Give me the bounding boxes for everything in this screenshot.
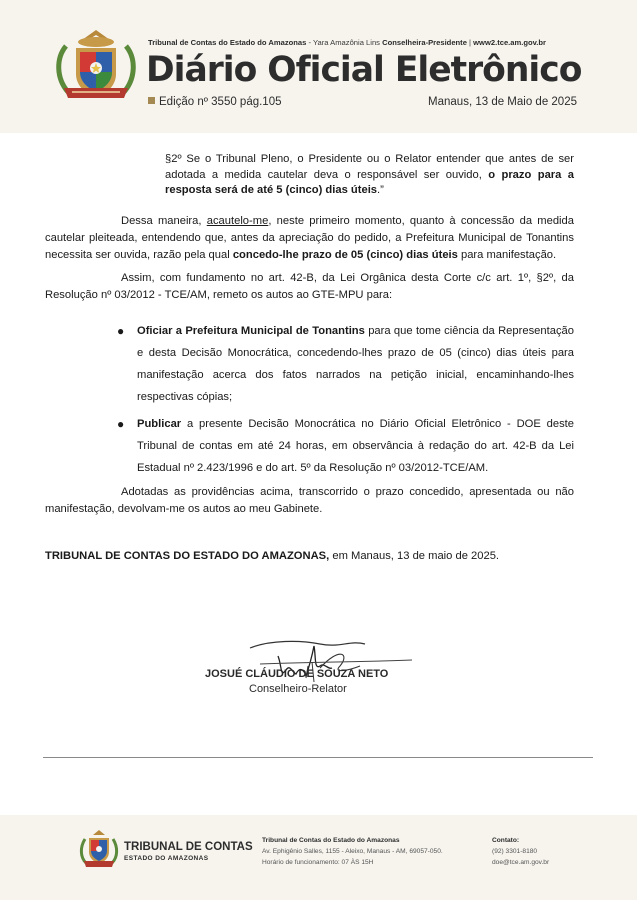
page-title: Diário Oficial Eletrônico bbox=[146, 50, 582, 90]
footer-brand-subtitle: ESTADO DO AMAZONAS bbox=[124, 855, 209, 862]
tce-am-footer-logo bbox=[78, 829, 120, 871]
paragraph-1-part-b: , neste primeiro momento, quanto à concessão da medida cautelar pleiteada, entendendo que, antes da apreciação do pedido, a Prefeitura Municipal de Tonantins necessita ser ouvida, razão pela qual bbox=[45, 214, 574, 261]
footer-brand-title: TRIBUNAL DE CONTAS bbox=[124, 841, 253, 853]
action-list bbox=[45, 320, 574, 479]
footer-phone[interactable]: (92) 3301-8180 bbox=[492, 848, 538, 855]
header-separator: - bbox=[306, 38, 313, 47]
paragraph-2: Assim, com fundamento no art. 42-B, da Lei Orgânica desta Corte c/c art. 1º, §2º, da Resolução nº 03/2012 - TCE/AM, remeto os autos ao GTE-MPU para: bbox=[45, 271, 574, 301]
footer-address-block bbox=[262, 835, 443, 868]
quote-bold: o prazo para a resposta será de até 5 (cinco) dias úteis bbox=[165, 168, 574, 196]
header-institution-line: Tribunal de Contas do Estado do Amazonas - Yara Amazônia Lins Conselheira-Presidente | www2.tce.am.gov.br bbox=[148, 38, 547, 47]
footer-email[interactable]: doe@tce.am.gov.br bbox=[492, 859, 550, 866]
edition-square-icon bbox=[148, 97, 155, 104]
footer-address-title: Tribunal de Contas do Estado do Amazonas bbox=[262, 837, 400, 844]
bullet-icon: ● bbox=[117, 323, 125, 338]
tce-am-coat-of-arms-logo bbox=[52, 26, 140, 108]
footer-divider bbox=[43, 757, 593, 758]
signatory-name: JOSUÉ CLÁUDIO DE SOUZA NETO bbox=[205, 668, 389, 680]
list-item-text: para que tome ciência da Representação e desta Decisão Monocrática, concedendo-lhes prazo de 05 (cinco) dias úteis para manifestação acerca dos fatos narrados na petição inicial, encaminhando-lhes respectivas cópias; bbox=[137, 324, 574, 403]
list-item bbox=[45, 413, 574, 479]
footer-hours: Horário de funcionamento: 07 ÀS 15H bbox=[262, 859, 374, 866]
closing-text: em Manaus, 13 de maio de 2025. bbox=[329, 549, 500, 562]
quote-end: .” bbox=[377, 184, 384, 196]
document-body bbox=[45, 152, 574, 565]
header-president-name: Yara Amazônia Lins bbox=[313, 38, 380, 47]
edition-label: Edição nº 3550 pág.105 bbox=[159, 96, 282, 108]
footer-contact-block bbox=[492, 835, 549, 868]
list-item bbox=[45, 320, 574, 408]
header-website[interactable]: www2.tce.am.gov.br bbox=[473, 38, 547, 47]
header-institution: Tribunal de Contas do Estado do Amazonas bbox=[148, 38, 307, 47]
bullet-icon: ● bbox=[117, 416, 125, 431]
header-president-role: Conselheira-Presidente bbox=[382, 38, 467, 47]
quote-text: §2º Se o Tribunal Pleno, o Presidente ou o Relator entender que antes de ser adotada a medida cautelar deva o responsável ser ouvido, bbox=[165, 153, 574, 181]
paragraph-1-underlined: acautelo-me bbox=[206, 214, 269, 227]
paragraph-3: Adotadas as providências acima, transcorrido o prazo concedido, apresentada ou não manifestação, devolvam-me os autos ao meu Gabinete. bbox=[45, 485, 574, 515]
closing-bold: TRIBUNAL DE CONTAS DO ESTADO DO AMAZONAS, bbox=[45, 549, 330, 562]
quoted-paragraph bbox=[165, 152, 574, 199]
signatory-role: Conselheiro-Relator bbox=[249, 683, 347, 695]
list-item-bold: Publicar bbox=[137, 417, 182, 430]
footer-address-line: Av. Ephigênio Salles, 1155 - Aleixo, Manaus - AM, 69057-050. bbox=[262, 848, 443, 855]
paragraph-1 bbox=[45, 213, 574, 264]
edition-info bbox=[148, 96, 282, 108]
closing-line bbox=[45, 548, 574, 565]
paragraph-1-part-c: para manifestação. bbox=[457, 248, 557, 261]
footer-contact-title: Contato: bbox=[492, 837, 520, 844]
list-item-text: a presente Decisão Monocrática no Diário Oficial Eletrônico - DOE deste Tribunal de contas em até 24 horas, em observância à redação do art. 42-B da Lei Estadual nº 2.423/1996 e do art. 5º da Resolução nº 03/2012-TCE/AM. bbox=[137, 417, 574, 474]
list-item-bold: Oficiar a Prefeitura Municipal de Tonantins bbox=[137, 324, 365, 337]
header-date: Manaus, 13 de Maio de 2025 bbox=[428, 96, 577, 108]
page-header bbox=[0, 0, 637, 133]
page-footer bbox=[0, 815, 637, 900]
paragraph-1-bold: concedo-lhe prazo de 05 (cinco) dias úteis bbox=[232, 248, 458, 261]
paragraph-1-part-a: Dessa maneira, bbox=[121, 214, 207, 227]
